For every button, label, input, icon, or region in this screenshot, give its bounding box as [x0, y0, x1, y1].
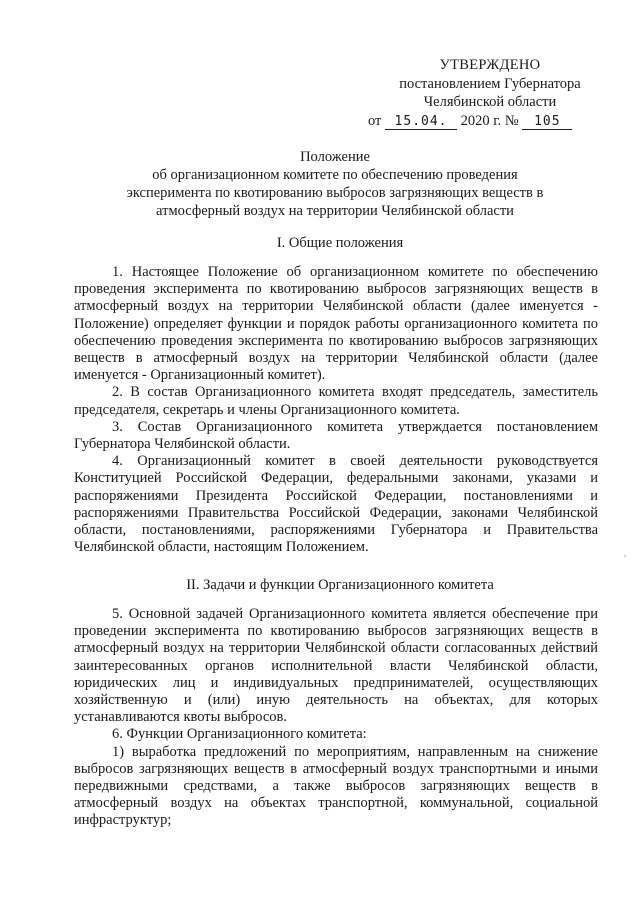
title-line-2: об организационном комитете по обеспечению проведения: [152, 167, 518, 183]
approval-number: 105: [522, 114, 572, 130]
title-line-1: Положение: [300, 149, 370, 165]
title-line-4: атмосферный воздух на территории Челябинской области: [156, 203, 514, 219]
approval-authority: постановлением Губернатора: [399, 75, 581, 92]
approval-stamp: [360, 56, 620, 130]
paragraph: 1) выработка предложений по мероприятиям, направленным на снижение выбросов загрязняющих веществ в атмосферный воздух транспортными и иными передвижными средствами, а также выбросов загрязняющих веществ в атмосферный воздух на объектах транспортной, коммунальной, социальной инфраструктур;: [74, 743, 598, 829]
document-title: [100, 148, 570, 220]
paragraph: 6. Функции Организационного комитета:: [112, 726, 367, 743]
approval-date-line: [360, 112, 620, 131]
approval-region: Челябинской области: [423, 94, 557, 110]
approval-date: 15.04.: [385, 114, 457, 130]
approval-year: 2020 г. №: [460, 112, 519, 129]
approved-label: УТВЕРЖДЕНО: [439, 57, 541, 73]
section-1-body: [74, 264, 598, 556]
paragraph: 3. Состав Организационного комитета утверждается постановлением Губернатора Челябинской области.: [74, 418, 598, 453]
margin-mark: ,: [624, 548, 627, 558]
section-heading-1: I. Общие положения: [276, 235, 404, 251]
paragraph: 5. Основной задачей Организационного комитета является обеспечение при проведении эксперимента по квотированию выбросов загрязняющих веществ в атмосферный воздух на территории Челябинской области согласованных действий заинтересованных органов исполнительной власти Челябинской области, юридических лиц и индивидуальных предпринимателей, осуществляющих хозяйственную и (или) иную деятельность на объектах, для которых устанавливаются квоты выбросов.: [74, 606, 598, 726]
title-line-3: эксперимента по квотированию выбросов загрязняющих веществ в: [126, 185, 544, 201]
paragraph: 2. В состав Организационного комитета входят председатель, заместитель председателя, секретарь и члены Организационного комитета.: [74, 384, 598, 418]
section-heading-2: II. Задачи и функции Организационного комитета: [186, 577, 494, 593]
paragraph: 4. Организационный комитет в своей деятельности руководствуется Конституцией Российской Федерации, федеральными законами, указами и распоряжениями Президента Российской Федерации, постановлениями и распоряжениями Правительства Российской Федерации, законами Челябинской области, постановлениями, распоряжениями Губернатора и Правительства Челябинской области, настоящим Положением.: [74, 453, 598, 556]
approval-from: от: [368, 112, 382, 129]
paragraph: 1. Настоящее Положение об организационном комитете по обеспечению проведения эксперимента по квотированию выбросов загрязняющих веществ в атмосферный воздух на территории Челябинской области (далее именуется - Положение) определяет функции и порядок работы организационного комитета по обеспечению проведения эксперимента по квотированию выбросов загрязняющих веществ в атмосферный воздух на территории Челябинской области (далее именуется - Организационный комитет).: [74, 264, 598, 384]
section-2-body: [74, 606, 598, 830]
